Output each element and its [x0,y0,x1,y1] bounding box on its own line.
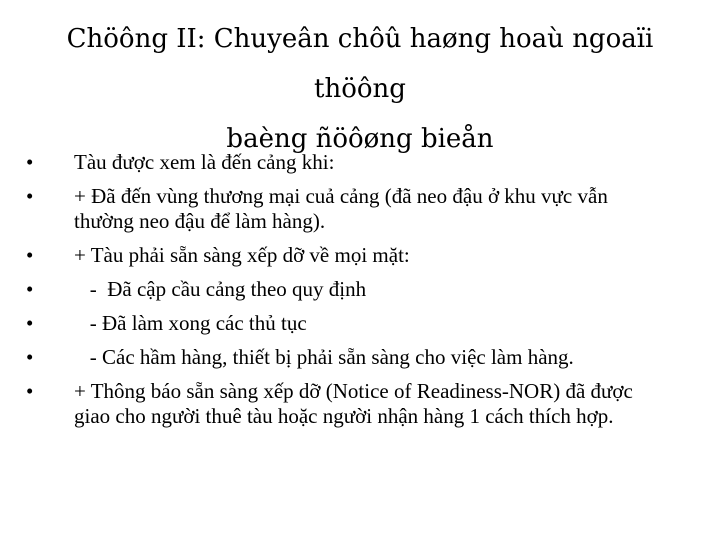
bullet-icon: • [26,184,34,208]
slide-title [30,14,690,164]
bullet-text: + Thông báo sẵn sàng xếp dỡ (Notice of Readiness-NOR) đã được giao cho người thuê tàu hoặc người nhận hàng 1 cách thích hợp. [74,379,639,428]
list-item [22,277,672,302]
bullet-icon: • [26,311,34,335]
list-item [22,150,672,175]
slide-title-line-2: baèng ñöôøng bieån [226,124,494,154]
bullet-text: Tàu được xem là đến cảng khi: [74,150,335,174]
bullet-icon: • [26,150,34,174]
bullet-icon: • [26,379,34,403]
list-item [22,345,672,370]
bullet-text: + Đã đến vùng thương mại cuả cảng (đã neo đậu ở khu vực vẫn thường neo đậu để làm hàng). [74,184,614,233]
bullet-icon: • [26,243,34,267]
slide-title-line-1: Chöông II: Chuyeân chôû haøng hoaù ngoaïi thöông [66,24,654,104]
list-item [22,311,672,336]
bullet-text: - Đã làm xong các thủ tục [74,311,307,335]
bullet-icon: • [26,345,34,369]
list-item [22,243,672,268]
bullet-text: + Tàu phải sẵn sàng xếp dỡ về mọi mặt: [74,243,410,267]
bullet-list [22,150,672,438]
list-item [22,379,672,429]
bullet-text: - Đã cập cầu cảng theo quy định [74,277,367,301]
list-item [22,184,672,234]
bullet-text: - Các hầm hàng, thiết bị phải sẵn sàng cho việc làm hàng. [74,345,574,369]
bullet-icon: • [26,277,34,301]
